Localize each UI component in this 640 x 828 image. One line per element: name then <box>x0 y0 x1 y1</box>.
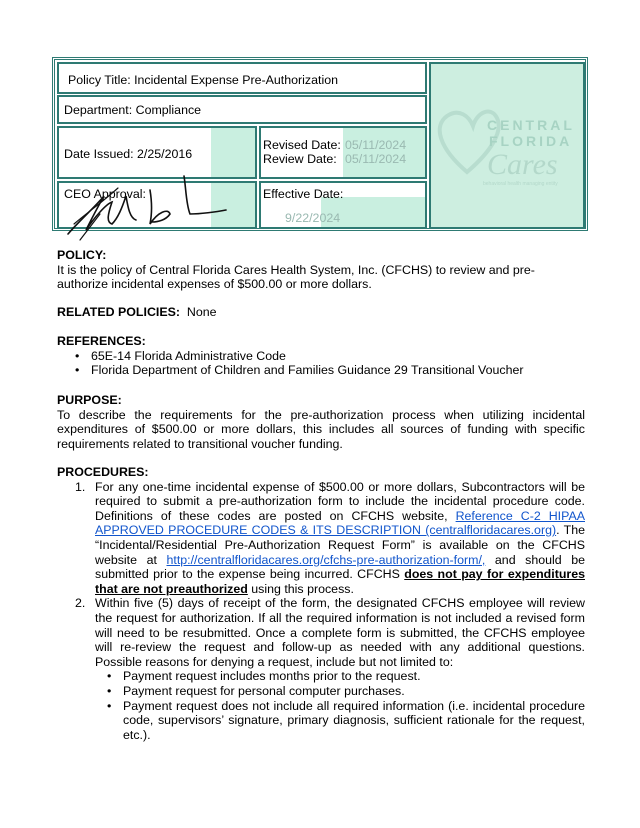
revised-date-cell <box>259 126 427 179</box>
purpose-text: To describe the requirements for the pre-authorization process when utilizing incidental expenditures of $500.00 or more dollars, this includes all sources of funding with specific requirements related to transitional voucher funding. <box>57 407 585 451</box>
purpose-section <box>57 393 585 451</box>
related-policies-section <box>57 305 585 320</box>
policy-section <box>57 248 585 292</box>
policy-text: It is the policy of Central Florida Cares Health System, Inc. (CFCHS) to review and pre-authorize incidental expenses of $500.00 or more dollars. <box>57 262 535 292</box>
denial-reason-item: • Payment request for personal computer purchases. <box>105 684 585 699</box>
related-policies-value: None <box>186 305 217 319</box>
reference-item: • 65E-14 Florida Administrative Code <box>73 349 585 364</box>
logo-line2: FLORIDA <box>489 133 573 149</box>
logo-line3: Cares <box>487 148 558 181</box>
references-list <box>73 349 585 378</box>
procedure-1-text-b: . The “Incidental/Residential Pre-Authorization Request Form” is available on the CFCHS website at <box>95 523 585 567</box>
logo-tagline: behavioral health managing entity <box>483 181 558 187</box>
date-issued: Date Issued: 2/25/2016 <box>64 147 193 161</box>
review-date-value: 05/11/2024 <box>345 152 407 166</box>
reference-item: • Florida Department of Children and Families Guidance 29 Transitional Voucher <box>73 363 585 378</box>
department: Department: Compliance <box>64 103 202 117</box>
references-heading: REFERENCES: <box>57 334 146 348</box>
procedure-1-text-a: For any one-time incidental expense of $500.00 or more dollars, Subcontractors will be required to submit a pre-authorization form to include the incidental procedure code. Definitions of these codes are posted on CFCHS website, <box>95 479 585 523</box>
references-section <box>57 334 585 378</box>
procedure-number: 1. <box>75 479 86 494</box>
policy-heading: POLICY: <box>57 248 107 262</box>
effective-date-cell <box>259 181 427 229</box>
denial-reason-item: • Payment request does not include all required information (i.e. incidental procedure code, supervisors’ signature, primary diagnosis, sufficient rationale for the request, etc.). <box>105 699 585 743</box>
review-date-label: Review Date: <box>263 152 337 166</box>
ceo-signature <box>60 168 230 248</box>
central-florida-cares-logo <box>431 64 583 227</box>
policy-title: Policy Title: Incidental Expense Pre-Authorization <box>68 73 338 87</box>
hipaa-codes-link[interactable]: Reference C-2 HIPAA APPROVED PROCEDURE CODES & ITS DESCRIPTION (centralfloridacares.org) <box>95 508 585 538</box>
procedure-2-text: Within five (5) days of receipt of the form, the designated CFCHS employee will review the request for authorization. If all the required information is not included a revised form will need to be resubmitted. Once a complete form is submitted, the CFCHS employee will re-review the request and follow-up as needed with any additional questions. Possible reasons for denying a request, include but not limited to: <box>95 596 585 669</box>
procedure-item-1 <box>57 480 585 597</box>
department-cell <box>57 95 427 124</box>
procedure-number: 2. <box>75 596 86 611</box>
purpose-heading: PURPOSE: <box>57 393 122 407</box>
procedures-heading: PROCEDURES: <box>57 465 149 479</box>
related-policies-heading: RELATED POLICIES: <box>57 305 180 319</box>
procedures-section <box>57 465 585 742</box>
procedure-1-bold-warning: does not pay for expenditures that are not preauthorized <box>95 567 585 596</box>
procedure-item-2 <box>57 596 585 742</box>
effective-date-value: 9/22/2024 <box>285 211 341 225</box>
denial-reason-item: • Payment request includes months prior to the request. <box>105 669 585 684</box>
logo-line1: CENTRAL <box>487 117 575 133</box>
ceo-approval-label: CEO Approval: <box>64 187 146 201</box>
revised-date-label: Revised Date: <box>263 138 341 152</box>
procedure-1-text-d: using this process. <box>247 581 354 596</box>
logo-cell <box>429 62 585 229</box>
revised-date-value: 05/11/2024 <box>345 138 407 152</box>
policy-title-cell <box>57 62 427 94</box>
denial-reasons-list <box>105 669 585 742</box>
pre-authorization-form-link[interactable]: http://centralfloridacares.org/cfchs-pre-authorization-form/, <box>166 552 486 567</box>
procedure-1-text-c: and should be submitted prior to the expense being incurred. CFCHS <box>95 552 586 582</box>
effective-date-label: Effective Date: <box>263 187 344 201</box>
